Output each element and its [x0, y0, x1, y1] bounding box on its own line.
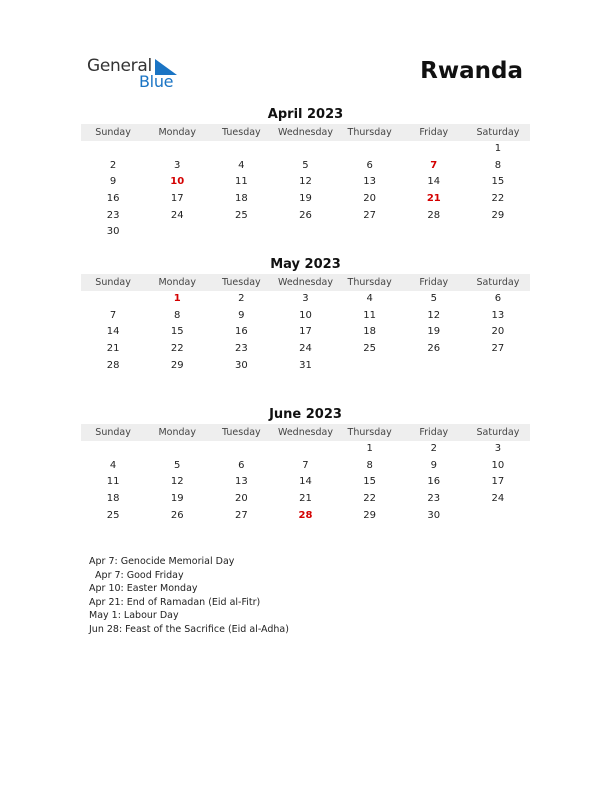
day-cell: 19 — [427, 326, 441, 338]
day-cell: 1 — [494, 143, 502, 154]
day-cell — [145, 224, 209, 241]
day-cell: 12 — [427, 309, 441, 321]
day-cell: 26 — [170, 509, 184, 521]
day-cell — [402, 358, 466, 375]
day-cell — [338, 224, 402, 241]
weekday-label: Thursday — [347, 127, 392, 138]
day-cell: 14 — [427, 176, 441, 188]
weekday-label: Friday — [419, 427, 449, 438]
month-block — [81, 106, 530, 241]
day-cell — [81, 141, 145, 158]
day-cell: 13 — [491, 309, 505, 321]
week-row — [81, 141, 530, 158]
day-cell — [273, 224, 337, 241]
day-cell: 14 — [106, 326, 120, 338]
day-cell: 26 — [427, 343, 441, 355]
day-cell: 30 — [234, 359, 248, 371]
day-cell: 26 — [299, 209, 312, 221]
day-cell: 14 — [299, 476, 312, 488]
day-cell: 9 — [238, 309, 245, 321]
holiday-note: Apr 7: Genocide Memorial Day — [89, 556, 235, 567]
day-cell: 8 — [366, 459, 373, 471]
day-cell: 6 — [238, 459, 245, 471]
weekday-label: Saturday — [476, 277, 520, 288]
weekday-label: Saturday — [476, 127, 520, 138]
day-cell: 30 — [106, 226, 120, 238]
day-cell: 5 — [430, 293, 437, 304]
generalblue-logo — [87, 56, 187, 92]
day-cell: 23 — [234, 343, 248, 355]
month-block — [81, 256, 530, 374]
week-row — [81, 358, 530, 375]
day-cell: 25 — [106, 509, 120, 521]
weekday-label: Tuesday — [222, 127, 261, 138]
weekday-label: Friday — [419, 127, 449, 138]
day-cell: 3 — [302, 293, 309, 304]
weekday-label: Wednesday — [277, 277, 333, 288]
day-cell: 21 — [299, 493, 312, 505]
day-cell: 23 — [106, 209, 120, 221]
week-row — [81, 174, 530, 191]
day-cell — [145, 141, 209, 158]
weekday-label: Wednesday — [277, 127, 333, 138]
weekday-header-row — [81, 274, 530, 291]
country-title: Rwanda — [420, 58, 523, 84]
day-cell — [338, 358, 402, 375]
day-cell: 12 — [170, 476, 184, 488]
day-cell: 9 — [109, 176, 117, 188]
holiday-note: Apr 21: End of Ramadan (Eid al-Fitr) — [89, 596, 261, 608]
day-cell — [209, 141, 273, 158]
day-cell: 15 — [491, 176, 505, 188]
day-cell: 13 — [363, 176, 376, 188]
weekday-label: Saturday — [476, 427, 520, 438]
holiday-day-cell: 21 — [426, 193, 441, 205]
month-title: April 2023 — [267, 107, 344, 122]
day-cell: 15 — [363, 476, 376, 488]
holiday-note: Apr 7: Good Friday — [89, 569, 184, 581]
day-cell: 29 — [363, 509, 376, 521]
day-cell: 16 — [234, 326, 248, 338]
day-cell: 19 — [170, 493, 184, 505]
holiday-day-cell: 10 — [170, 176, 185, 188]
day-cell: 6 — [494, 293, 502, 304]
logo-blue-text: Blue — [139, 72, 174, 91]
month-title: May 2023 — [270, 257, 341, 272]
day-cell: 21 — [106, 343, 120, 355]
day-cell: 10 — [299, 309, 312, 321]
day-cell: 30 — [427, 509, 441, 521]
holiday-day-cell: 7 — [430, 159, 438, 171]
day-cell: 25 — [234, 209, 248, 221]
holiday-day-cell: 28 — [298, 509, 313, 521]
weekday-header-row — [81, 124, 530, 141]
weekday-label: Tuesday — [222, 277, 261, 288]
day-cell — [209, 441, 273, 458]
day-cell: 16 — [427, 476, 441, 488]
day-cell: 17 — [491, 476, 505, 488]
weekday-label: Wednesday — [277, 427, 333, 438]
day-cell: 20 — [234, 493, 248, 505]
weekday-label: Monday — [158, 427, 196, 438]
day-cell: 2 — [238, 293, 245, 304]
day-cell — [209, 224, 273, 241]
day-cell: 29 — [170, 359, 184, 371]
holiday-day-cell: 1 — [173, 293, 181, 304]
holiday-note: Apr 10: Easter Monday — [89, 583, 198, 594]
day-cell: 22 — [491, 193, 505, 205]
day-cell: 18 — [234, 193, 248, 205]
day-cell — [81, 291, 145, 308]
day-cell: 24 — [170, 209, 184, 221]
day-cell: 22 — [363, 493, 376, 505]
day-cell: 7 — [302, 459, 309, 471]
day-cell: 5 — [302, 159, 309, 171]
day-cell: 12 — [299, 176, 312, 188]
day-cell: 4 — [109, 459, 117, 471]
day-cell: 17 — [170, 193, 184, 205]
day-cell: 27 — [363, 209, 376, 221]
day-cell: 2 — [109, 159, 117, 171]
day-cell: 23 — [427, 493, 441, 505]
day-cell: 3 — [494, 443, 502, 454]
month-block — [81, 406, 530, 524]
weekday-label: Sunday — [95, 427, 131, 438]
day-cell: 4 — [238, 159, 245, 171]
week-row — [81, 158, 530, 175]
week-row — [81, 191, 530, 208]
week-row — [81, 458, 530, 475]
day-cell: 3 — [174, 159, 181, 171]
day-cell — [273, 141, 337, 158]
day-cell: 11 — [106, 476, 120, 488]
holiday-note: May 1: Labour Day — [89, 610, 179, 621]
holiday-notes-list — [89, 555, 289, 636]
holiday-note: Jun 28: Feast of the Sacrifice (Eid al-Adha) — [89, 623, 289, 635]
day-cell: 24 — [491, 493, 505, 505]
weekday-label: Sunday — [95, 127, 131, 138]
day-cell: 16 — [106, 193, 120, 205]
weekday-label: Monday — [158, 127, 196, 138]
weekday-label: Friday — [419, 277, 449, 288]
day-cell: 28 — [427, 209, 441, 221]
day-cell: 17 — [299, 326, 312, 338]
day-cell — [402, 141, 466, 158]
weekday-label: Tuesday — [222, 427, 261, 438]
day-cell: 2 — [430, 443, 437, 454]
day-cell: 18 — [363, 326, 376, 338]
day-cell: 20 — [491, 326, 505, 338]
day-cell: 6 — [366, 159, 373, 171]
month-title: June 2023 — [269, 407, 342, 422]
day-cell: 4 — [366, 293, 373, 304]
week-row — [81, 324, 530, 341]
day-cell — [402, 224, 466, 241]
week-row — [81, 291, 530, 308]
weekday-label: Monday — [158, 277, 196, 288]
day-cell: 19 — [299, 193, 312, 205]
day-cell — [145, 441, 209, 458]
day-cell: 15 — [170, 326, 184, 338]
day-cell: 20 — [363, 193, 376, 205]
weekday-label: Sunday — [95, 277, 131, 288]
day-cell — [338, 141, 402, 158]
week-row — [81, 508, 530, 525]
week-row — [81, 208, 530, 225]
day-cell: 27 — [491, 343, 505, 355]
week-row — [81, 491, 530, 508]
day-cell: 13 — [234, 476, 248, 488]
day-cell: 18 — [106, 493, 120, 505]
day-cell — [273, 441, 337, 458]
day-cell: 9 — [430, 459, 437, 471]
day-cell: 5 — [174, 459, 181, 471]
weekday-label: Thursday — [347, 427, 392, 438]
week-row — [81, 441, 530, 458]
day-cell — [81, 441, 145, 458]
day-cell: 1 — [366, 443, 373, 454]
day-cell: 25 — [363, 343, 376, 355]
week-row — [81, 224, 530, 241]
logo-general-text: General — [87, 56, 152, 76]
day-cell — [466, 358, 530, 375]
day-cell: 29 — [491, 209, 505, 221]
weekday-header-row — [81, 424, 530, 441]
day-cell: 31 — [299, 359, 312, 371]
day-cell: 22 — [170, 343, 184, 355]
day-cell: 10 — [491, 459, 505, 471]
day-cell: 8 — [174, 309, 181, 321]
day-cell — [466, 224, 530, 241]
day-cell: 27 — [234, 509, 248, 521]
day-cell: 24 — [299, 343, 312, 355]
day-cell — [466, 508, 530, 525]
day-cell: 11 — [234, 176, 248, 188]
week-row — [81, 341, 530, 358]
day-cell: 11 — [363, 309, 376, 321]
day-cell: 7 — [109, 309, 117, 321]
weekday-label: Thursday — [347, 277, 392, 288]
week-row — [81, 308, 530, 325]
day-cell: 28 — [106, 359, 120, 371]
week-row — [81, 474, 530, 491]
day-cell: 8 — [494, 159, 502, 171]
